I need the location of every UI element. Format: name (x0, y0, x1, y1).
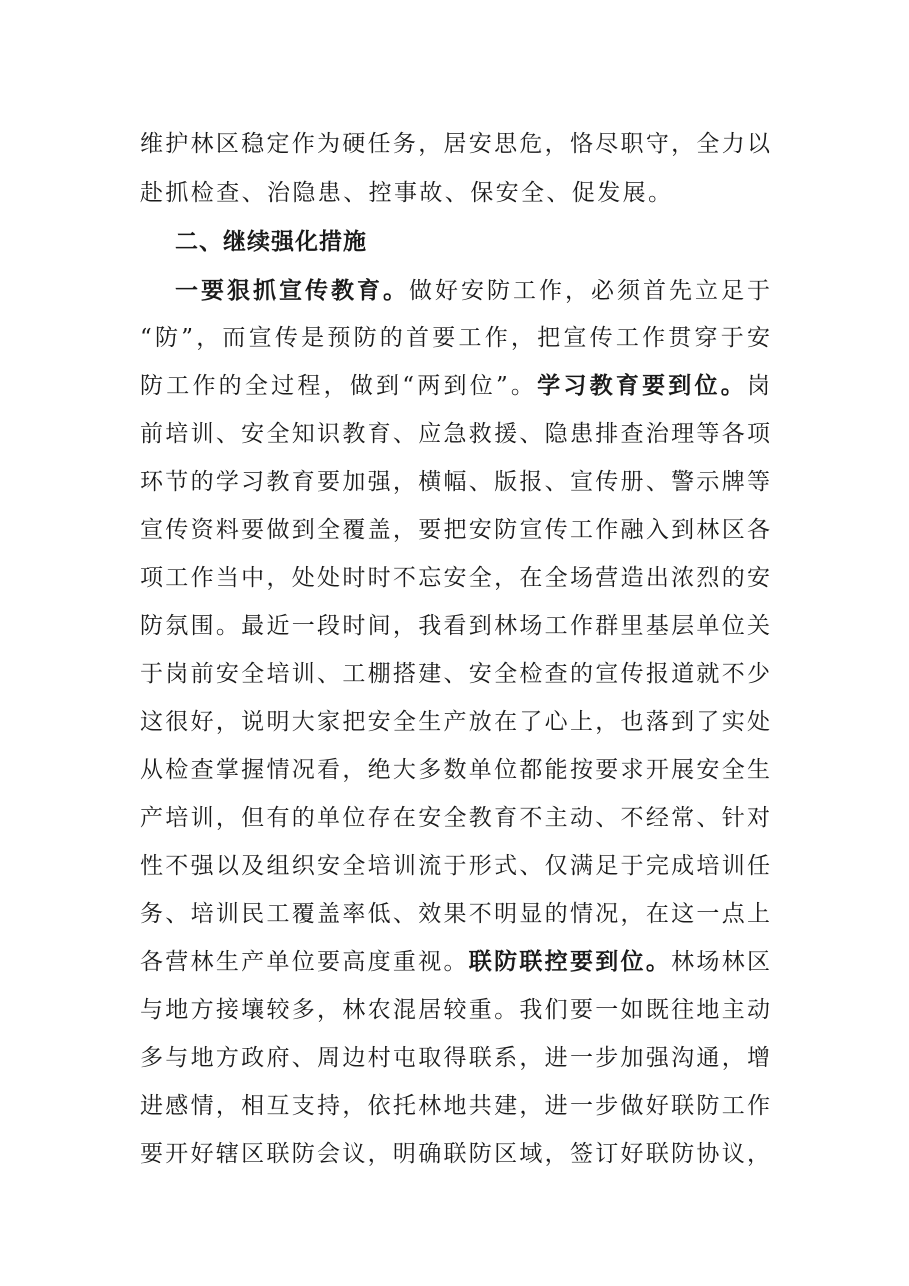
text-segment: 林场林区 (671, 949, 771, 975)
section-heading-text: 二、继续强化措施 (175, 228, 367, 255)
text-segment: 项工作当中，处处时时不忘安全，在全场营造出浓烈的安 (140, 565, 770, 591)
text-segment: 性不强以及组织安全培训流于形式、仅满足于完成培训任 (140, 853, 770, 879)
text-segment: 从检查掌握情况看，绝大多数单位都能按要求开展安全生 (140, 757, 770, 783)
text-segment: 维护林区稳定作为硬任务，居安思危，恪尽职守，全力以 (140, 131, 770, 157)
text-line (140, 562, 770, 594)
text-segment: 这很好，说明大家把安全生产放在了心上，也落到了实处 (140, 709, 770, 735)
text-segment: 前培训、安全知识教育、应急救援、隐患排查治理等各项 (140, 421, 770, 447)
text-line (140, 514, 770, 546)
text-segment: 做好安防工作，必须首先立足于 (409, 278, 770, 304)
text-line (140, 946, 770, 978)
text-line (140, 802, 770, 834)
text-line (140, 418, 770, 450)
text-line (140, 898, 770, 930)
text-segment: 赴抓检查、治隐患、控事故、保安全、促发展。 (140, 180, 674, 206)
text-segment: 宣传资料要做到全覆盖，要把安防宣传工作融入到林区各 (140, 517, 770, 543)
text-segment: 防氛围。最近一段时间，我看到林场工作群里基层单位关 (140, 613, 770, 639)
text-segment: 务、培训民工覆盖率低、效果不明显的情况，在这一点上 (140, 901, 770, 927)
text-line (140, 177, 770, 209)
text-line (140, 610, 770, 642)
text-line (140, 466, 770, 498)
text-segment: 产培训，但有的单位存在安全教育不主动、不经常、针对 (140, 805, 770, 831)
text-line (140, 658, 770, 690)
text-segment: 于岗前安全培训、工棚搭建、安全检查的宣传报道就不少 (140, 661, 770, 687)
bold-lead-text: 学习教育要到位。 (537, 372, 747, 399)
text-line (140, 370, 770, 402)
text-segment: “防”，而宣传是预防的首要工作，把宣传工作贯穿于安 (140, 325, 770, 351)
text-line (175, 275, 770, 307)
text-line (140, 1138, 770, 1170)
text-segment: 防工作的全过程，做到“两到位”。 (140, 373, 538, 399)
text-segment: 岗 (747, 373, 770, 399)
text-segment: 要开好辖区联防会议，明确联防区域，签订好联防协议， (140, 1141, 770, 1167)
text-line (140, 754, 770, 786)
text-line (140, 850, 770, 882)
text-segment: 环节的学习教育要加强，横幅、版报、宣传册、警示牌等 (140, 469, 770, 495)
section-heading (175, 226, 475, 258)
text-segment: 与地方接壤较多，林农混居较重。我们要一如既往地主动 (140, 997, 770, 1023)
text-line (140, 322, 770, 354)
text-segment: 进感情，相互支持，依托林地共建，进一步做好联防工作 (140, 1093, 770, 1119)
text-line (140, 706, 770, 738)
bold-lead-text: 一要狠抓宣传教育。 (175, 277, 409, 304)
bold-lead-text: 联防联控要到位。 (468, 948, 672, 975)
text-segment: 各营林生产单位要高度重视。 (140, 949, 469, 975)
text-line (140, 1042, 770, 1074)
text-line (140, 994, 770, 1026)
text-line (140, 1090, 770, 1122)
text-segment: 多与地方政府、周边村屯取得联系，进一步加强沟通，增 (140, 1045, 770, 1071)
text-line (140, 128, 770, 160)
